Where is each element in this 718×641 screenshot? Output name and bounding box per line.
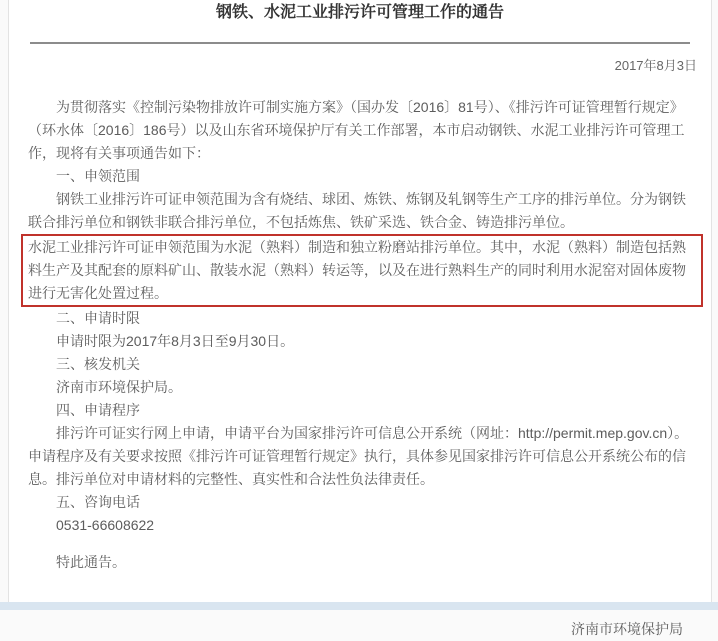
notice-body [9,96,711,641]
issuer-signature: 济南市环境保护局 [571,621,683,637]
section-2-heading: 二、申请时限 [56,310,140,326]
section-4-body: 排污许可证实行网上申请，申请平台为国家排污许可信息公开系统（网址：http://permit.mep.gov.cn）。申请程序及有关要求按照《排污许可证管理暂行规定》执行，具体参见国家排污许可信息公开系统公布的信息。排污单位对申请材料的完整性、真实性和合法性负法律责任。 [28,425,689,487]
notice-date: 2017年8月3日 [614,58,697,73]
bottom-strip [0,602,718,610]
section-5-heading: 五、咨询电话 [56,494,140,510]
page-title: 钢铁、水泥工业排污许可管理工作的通告 [215,4,504,21]
closing-paragraph: 特此通告。 [56,554,126,570]
intro-paragraph: 为贯彻落实《控制污染物排放许可制实施方案》（国办发〔2016〕81号）、《排污许可证管理暂行规定》（环水体〔2016〕186号）以及山东省环境保护厅有关工作部署，本市启动钢铁、水泥工业排污许可管理工作，现将有关事项通告如下： [28,99,685,161]
section-3-body: 济南市环境保护局。 [56,379,182,395]
cement-scope-paragraph: 水泥工业排污许可证申领范围为水泥（熟料）制造和独立粉磨站排污单位。其中，水泥（熟料）制造包括熟料生产及其配套的原料矿山、散装水泥（熟料）转运等，以及在进行熟料生产的同时利用水泥窑对固体废物进行无害化处置过程。 [28,239,686,301]
document-sheet [8,0,712,637]
red-highlight-box [21,234,703,307]
section-5-body: 0531-66608622 [56,517,155,533]
title-divider [30,42,690,44]
section-2-body: 申请时限为2017年8月3日至9月30日。 [56,333,295,349]
section-4-heading: 四、申请程序 [56,402,140,418]
section-1-heading: 一、申领范围 [56,168,140,184]
steel-scope-paragraph: 钢铁工业排污许可证申领范围为含有烧结、球团、炼铁、炼钢及轧钢等生产工序的排污单位。分为钢铁联合排污单位和钢铁非联合排污单位，不包括炼焦、铁矿采选、铁合金、铸造排污单位。 [28,191,686,230]
section-3-heading: 三、核发机关 [56,356,140,372]
